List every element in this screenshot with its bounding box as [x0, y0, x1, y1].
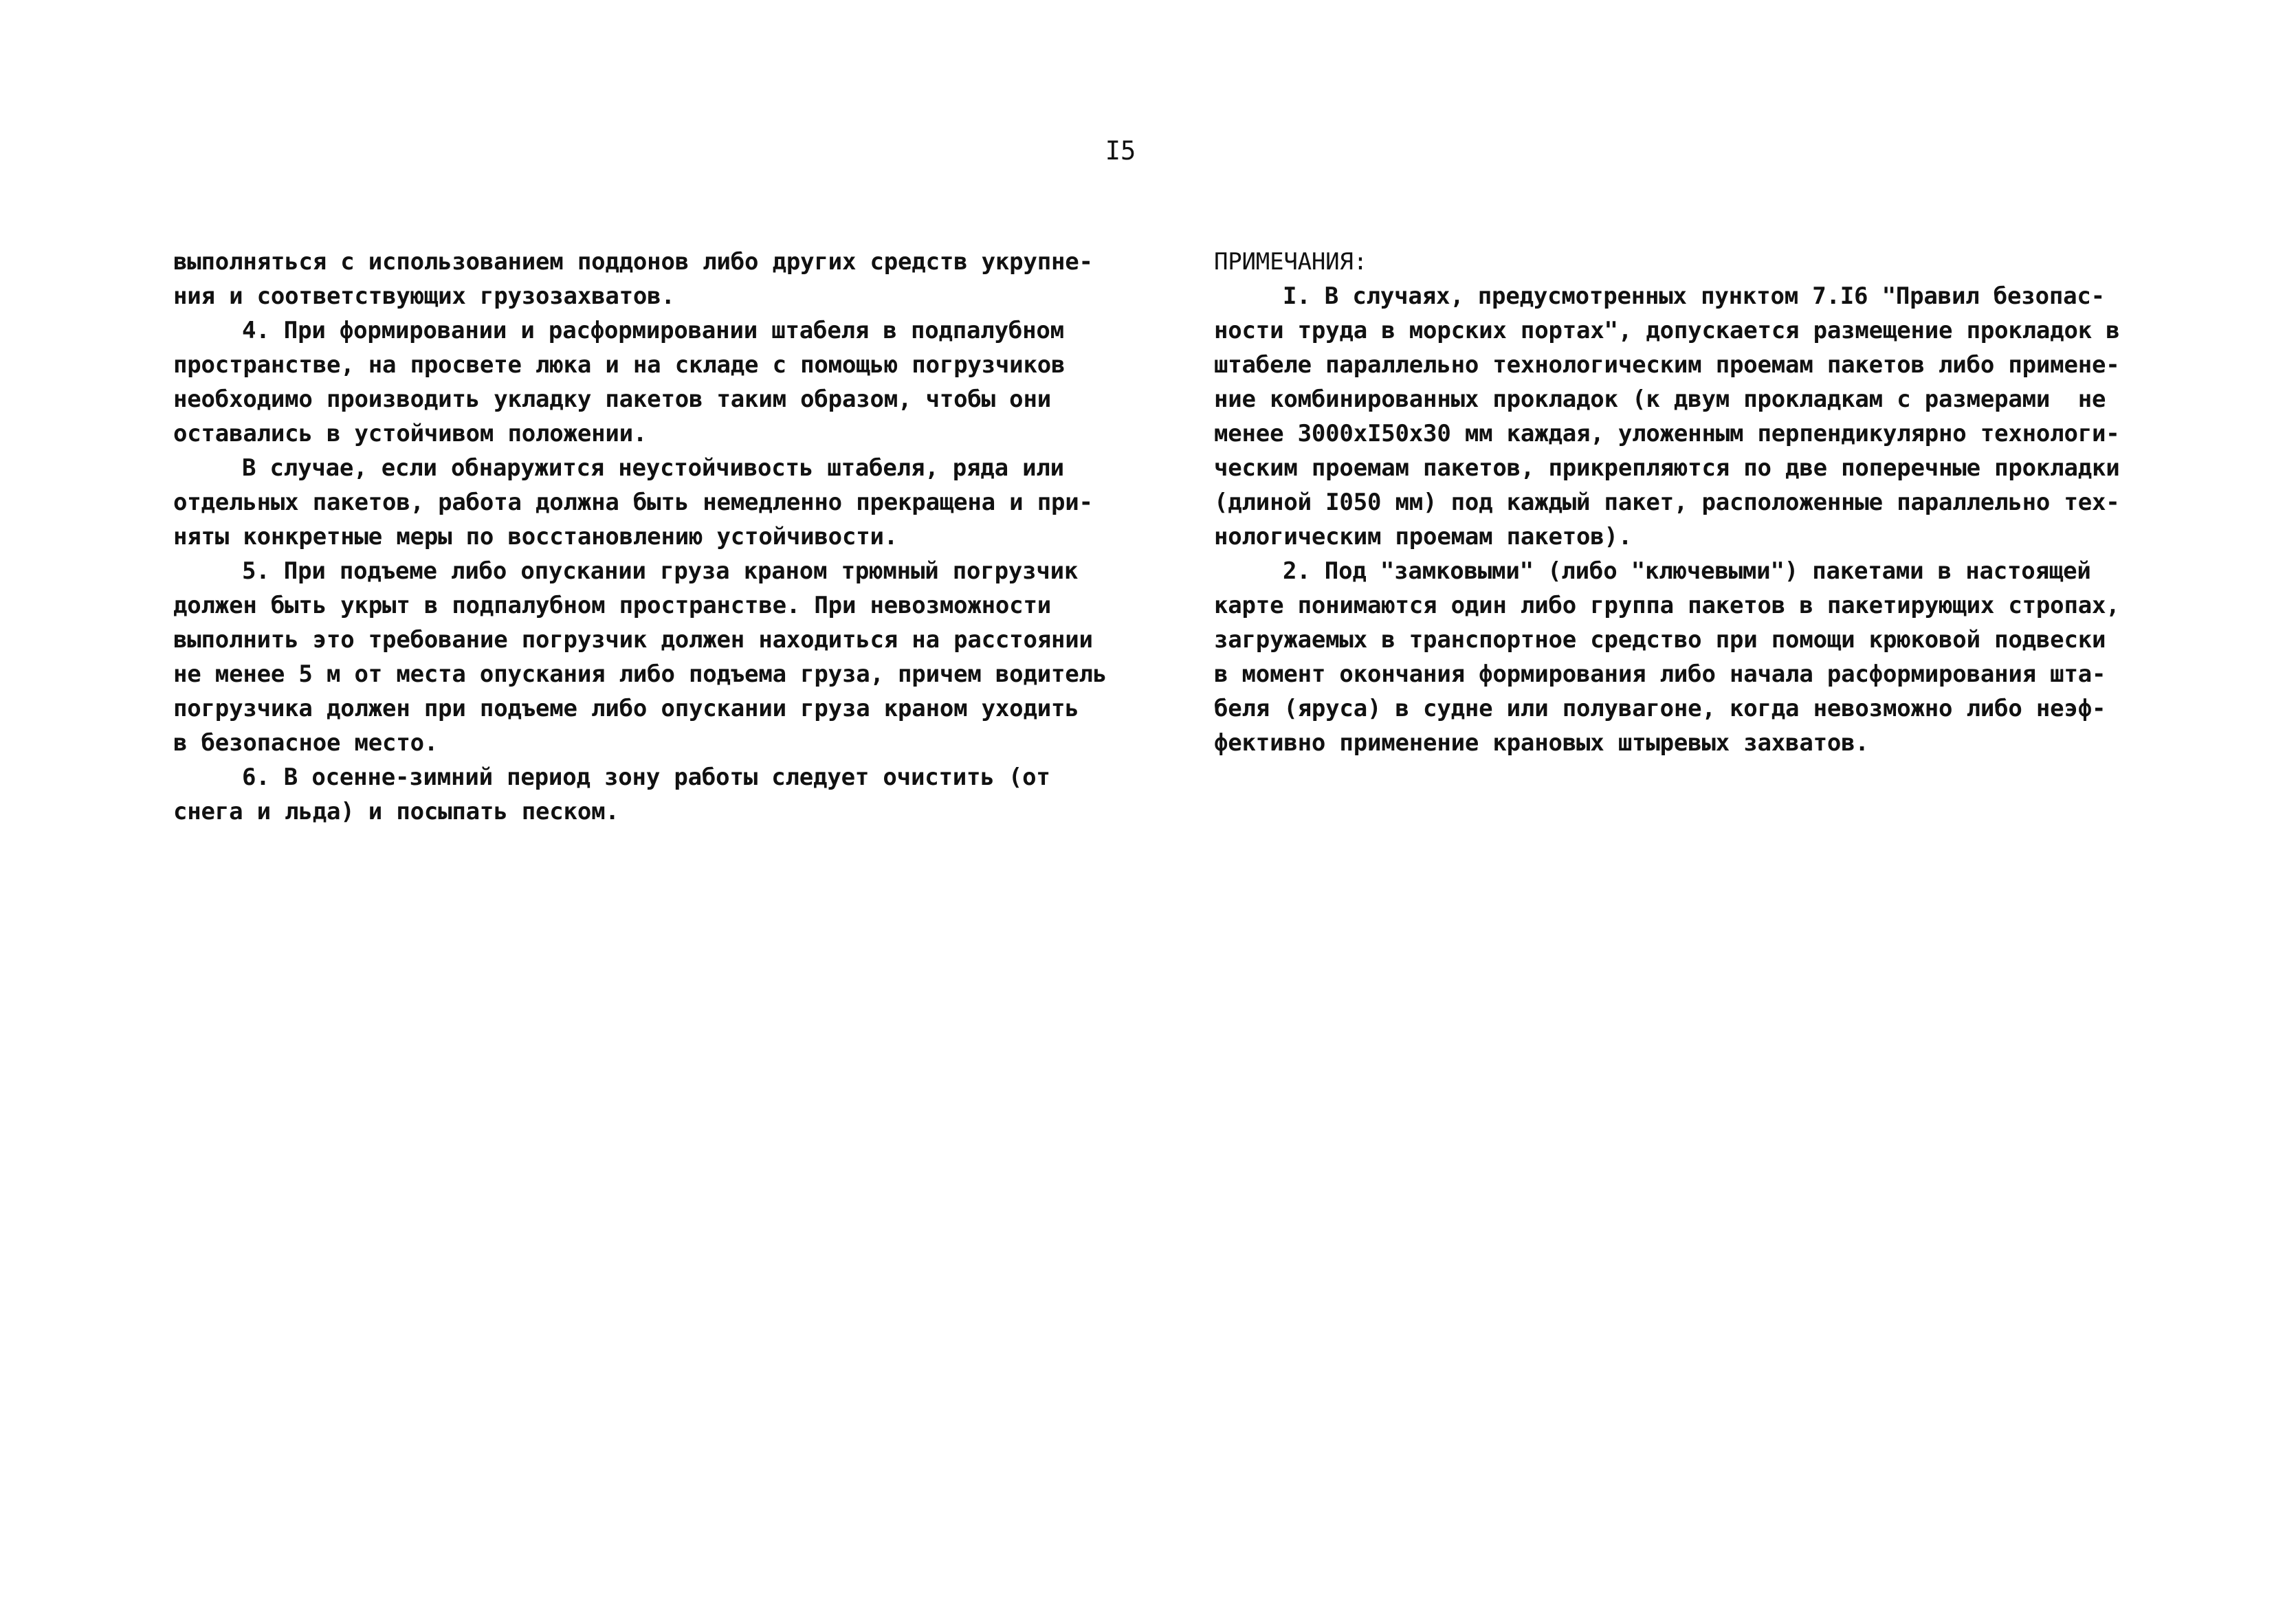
left-text-column: [173, 245, 1116, 829]
text-line: загружаемых в транспортное средство при помощи крюковой подвески: [1214, 626, 2106, 654]
text-line: 5. При подъеме либо опускании груза краном трюмный погрузчик: [242, 557, 1079, 585]
text-line: I. В случаях, предусмотренных пунктом 7.I6 "Правил безопас-: [1283, 282, 2105, 310]
text-line: ности труда в морских портах", допускается размещение прокладок в: [1214, 317, 2120, 344]
text-line: штабеле параллельно технологическим проемам пакетов либо примене-: [1214, 351, 2120, 379]
text-line: ние комбинированных прокладок (к двум прокладкам с размерами не: [1214, 386, 2106, 413]
text-line: ческим проемам пакетов, прикрепляются по две поперечные прокладки: [1214, 454, 2120, 482]
text-line: должен быть укрыт в подпалубном пространстве. При невозможности: [173, 592, 1051, 619]
text-line: (длиной I050 мм) под каждый пакет, расположенные параллельно тех-: [1214, 489, 2120, 516]
text-line: 6. В осенне-зимний период зону работы следует очистить (от: [242, 764, 1050, 791]
text-line: выполнить это требование погрузчик должен находиться на расстоянии: [173, 626, 1093, 654]
notes-heading: ПРИМЕЧАНИЯ:: [1214, 248, 1367, 276]
text-line: нологическим проемам пакетов).: [1214, 523, 1633, 550]
text-line: карте понимаются один либо группа пакетов в пакетирующих стропах,: [1214, 592, 2120, 619]
text-line: 2. Под "замковыми" (либо "ключевыми") пакетами в настоящей: [1283, 557, 2091, 585]
text-line: фективно применение крановых штыревых захватов.: [1214, 729, 1869, 757]
text-line: необходимо производить укладку пакетов таким образом, чтобы они: [173, 386, 1051, 413]
text-line: менее 3000хI50х30 мм каждая, уложенным перпендикулярно технологи-: [1214, 420, 2120, 447]
text-line: ния и соответствующих грузозахватов.: [173, 282, 675, 310]
text-line: снега и льда) и посыпать песком.: [173, 798, 619, 825]
text-line: оставались в устойчивом положении.: [173, 420, 648, 447]
text-line: не менее 5 м от места опускания либо подъема груза, причем водитель: [173, 660, 1107, 688]
text-line: беля (яруса) в судне или полувагоне, когда невозможно либо неэф-: [1214, 695, 2106, 722]
text-line: в безопасное место.: [173, 729, 439, 757]
text-line: погрузчика должен при подъеме либо опускании груза краном уходить: [173, 695, 1079, 722]
text-line: в момент окончания формирования либо начала расформирования шта-: [1214, 660, 2106, 688]
text-line: В случае, если обнаружится неустойчивость штабеля, ряда или: [242, 454, 1064, 482]
text-line: выполняться с использованием поддонов либо других средств укрупне-: [173, 248, 1093, 276]
text-line: отдельных пакетов, работа должна быть немедленно прекращена и при-: [173, 489, 1093, 516]
notes-column: [1214, 245, 2121, 760]
page-number: I5: [1105, 136, 1136, 166]
text-line: 4. При формировании и расформировании штабеля в подпалубном: [242, 317, 1064, 344]
text-line: пространстве, на просвете люка и на складе с помощью погрузчиков: [173, 351, 1066, 379]
text-line: няты конкретные меры по восстановлению устойчивости.: [173, 523, 898, 550]
